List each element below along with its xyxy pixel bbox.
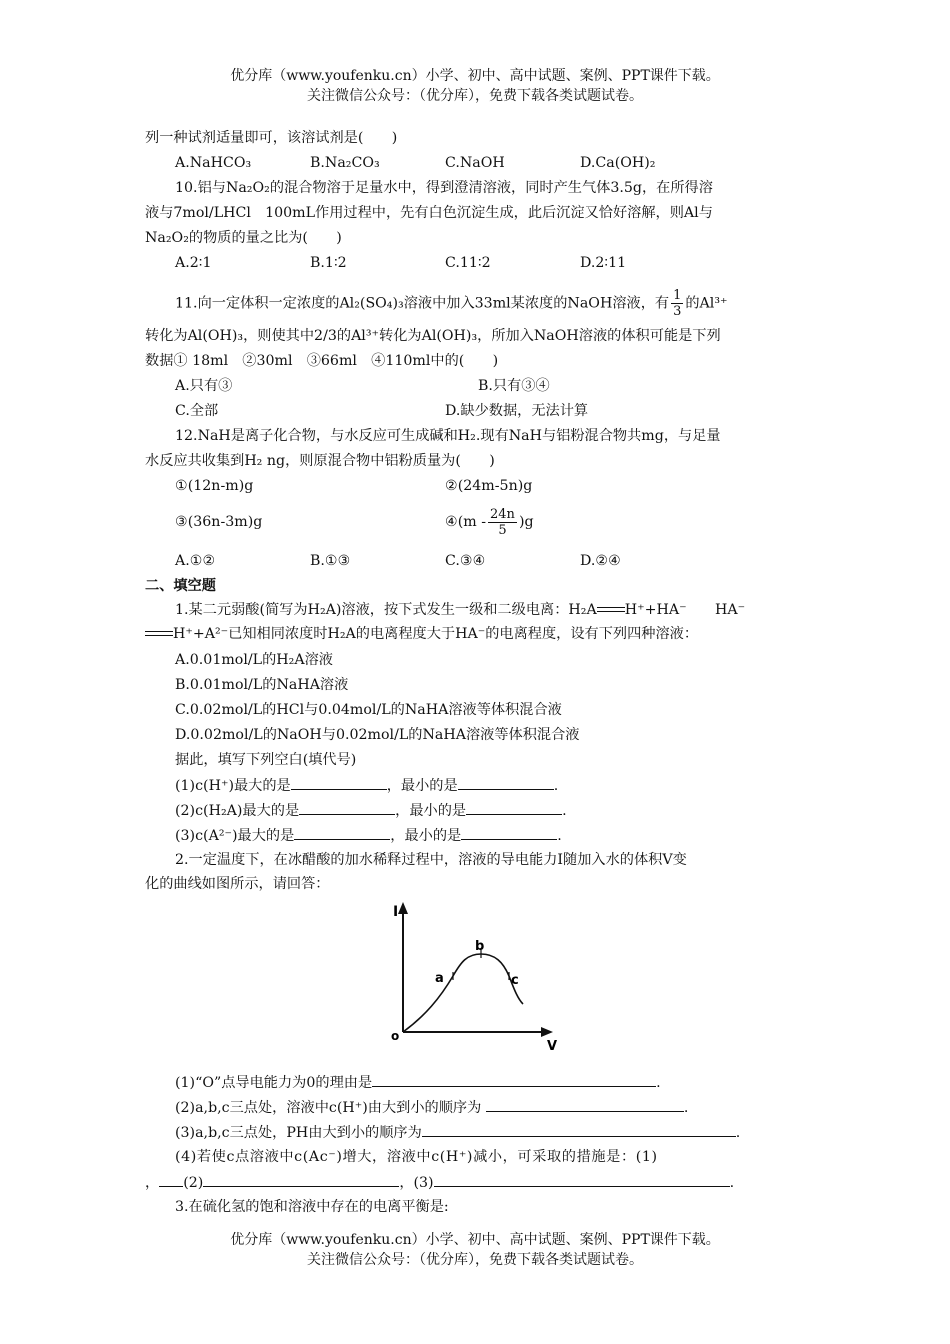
period: . bbox=[557, 828, 562, 844]
answer-blank[interactable] bbox=[458, 775, 554, 790]
fq3-line-1: 3.在硫化氢的饱和溶液中存在的电离平衡是: bbox=[175, 1199, 449, 1215]
measure-3-label: ，(3) bbox=[399, 1175, 434, 1191]
q12-choice-4b: )g bbox=[518, 514, 534, 530]
x-axis-arrow-icon bbox=[541, 1027, 553, 1037]
q11-frac-num: 1 bbox=[673, 288, 682, 303]
fq2-sub-1 bbox=[175, 1072, 661, 1093]
q11-frac-den: 3 bbox=[673, 304, 682, 319]
q10-option-b: B.1∶2 bbox=[310, 255, 347, 271]
fq1-sub-3 bbox=[175, 825, 562, 846]
fq2-sub-1-label: (1)“O”点导电能力为0的理由是 bbox=[175, 1075, 373, 1091]
q10-option-a: A.2∶1 bbox=[175, 255, 212, 271]
period: . bbox=[553, 778, 559, 794]
answer-blank[interactable] bbox=[159, 1172, 183, 1187]
origin-label: o bbox=[391, 1029, 400, 1043]
fq2-sub-4-blanks bbox=[145, 1172, 734, 1193]
q12-fraction bbox=[488, 507, 517, 538]
equilibrium-arrow-icon bbox=[597, 605, 625, 615]
q9-option-d: D.Ca(OH)₂ bbox=[580, 155, 656, 171]
answer-blank[interactable] bbox=[372, 1072, 656, 1087]
fq2-sub-3 bbox=[175, 1122, 740, 1143]
answer-blank[interactable] bbox=[294, 825, 390, 840]
q12-choice-4 bbox=[445, 502, 534, 542]
q10-option-c: C.11∶2 bbox=[445, 255, 491, 271]
q12-line-2: 水反应共收集到H₂ ng，则原混合物中铝粉质量为( ) bbox=[145, 453, 495, 469]
q10-option-d: D.2∶11 bbox=[580, 255, 627, 271]
q12-option-a: A.①② bbox=[175, 553, 216, 569]
q12-frac-den: 5 bbox=[498, 522, 507, 538]
q11-option-c: C.全部 bbox=[175, 403, 219, 419]
q11-line-1a: 11.向一定体积一定浓度的Al₂(SO₄)₃溶液中加入33ml某浓度的NaOH溶液，有 bbox=[175, 295, 670, 312]
period: . bbox=[562, 803, 567, 819]
point-a-label: a bbox=[435, 971, 444, 986]
period: . bbox=[656, 1075, 661, 1091]
q11-line-3: 数据① 18ml ②30ml ③66ml ④110ml中的( ) bbox=[145, 353, 499, 369]
fq1-sub-3-label: (3)c(A²⁻)最大的是 bbox=[175, 828, 295, 844]
fq1-line-2 bbox=[145, 624, 698, 644]
q12-option-b: B.①③ bbox=[310, 553, 351, 569]
fq1-sub-3-label-2: ，最小的是 bbox=[390, 828, 462, 844]
answer-blank[interactable] bbox=[466, 800, 562, 815]
period: . bbox=[729, 1175, 735, 1191]
period: . bbox=[683, 1100, 689, 1116]
fq1-sub-2-label-2: ，最小的是 bbox=[395, 803, 467, 819]
fq1-line-1b: H⁺+HA⁻ HA⁻ bbox=[624, 602, 746, 618]
fq1-sub-1-label-2: ，最小的是 bbox=[386, 778, 458, 794]
q10-line-1: 10.铝与Na₂O₂的混合物溶于足量水中，得到澄清溶液，同时产生气体3.5g，在所得溶 bbox=[175, 180, 713, 196]
answer-blank[interactable] bbox=[486, 1097, 684, 1112]
point-b-label: b bbox=[475, 939, 485, 954]
q12-frac-num: 24n bbox=[490, 506, 515, 522]
x-axis-label: V bbox=[547, 1039, 558, 1054]
fq1-sub-1 bbox=[175, 775, 558, 796]
period: . bbox=[735, 1125, 741, 1141]
fq2-line-2: 化的曲线如图所示，请回答： bbox=[145, 876, 330, 892]
q11-line-2: 转化为Al(OH)₃，则使其中2/3的Al³⁺转化为Al(OH)₃，所加入NaOH溶液的体积可能是下列 bbox=[145, 328, 721, 344]
fq2-sub-4: (4)若使c点溶液中c(Ac⁻)增大，溶液中c(H⁺)减小，可采取的措施是：(1) bbox=[175, 1149, 658, 1165]
fq1-line-1 bbox=[175, 600, 745, 620]
fq1-solution-b: B.0.01mol/L的NaHA溶液 bbox=[175, 677, 349, 693]
equilibrium-arrow-icon bbox=[145, 629, 173, 639]
answer-blank[interactable] bbox=[299, 800, 395, 815]
comma: ， bbox=[145, 1175, 160, 1191]
answer-blank[interactable] bbox=[203, 1172, 399, 1187]
q9-tail: 列一种试剂适量即可，该溶试剂是( ) bbox=[145, 130, 398, 146]
q12-option-c: C.③④ bbox=[445, 553, 486, 569]
q11-line-1 bbox=[175, 288, 728, 319]
fq2-sub-2-label: (2)a,b,c三点处，溶液中c(H⁺)由大到小的顺序为 bbox=[175, 1100, 482, 1116]
q11-option-d: D.缺少数据，无法计算 bbox=[445, 403, 589, 419]
q9-option-c: C.NaOH bbox=[445, 155, 505, 171]
q11-fraction bbox=[671, 288, 683, 319]
answer-blank[interactable] bbox=[422, 1122, 736, 1137]
header-line-2: 关注微信公众号：（优分库），免费下载各类试题试卷。 bbox=[307, 88, 643, 104]
point-c-label: c bbox=[511, 973, 519, 988]
fq1-line-2b: H⁺+A²⁻已知相同浓度时H₂A的电离程度大于HA⁻的电离程度，设有下列四种溶液： bbox=[173, 626, 699, 642]
header-line-1: 优分库（www.youfenku.cn）小学、初中、高中试题、案例、PPT课件下载。 bbox=[230, 68, 720, 84]
q11-line-1b: 的Al³⁺ bbox=[685, 295, 728, 312]
fq1-solution-c: C.0.02mol/L的HCl与0.04mol/L的NaHA溶液等体积混合液 bbox=[175, 702, 562, 718]
q12-choice-3: ③(36n-3m)g bbox=[175, 514, 263, 530]
conductivity-graph bbox=[385, 898, 565, 1058]
measure-2-label: (2) bbox=[183, 1175, 204, 1191]
answer-blank[interactable] bbox=[291, 775, 387, 790]
fq1-solution-a: A.0.01mol/L的H₂A溶液 bbox=[175, 652, 333, 668]
y-axis-label: I bbox=[393, 904, 399, 920]
fq1-sub-2 bbox=[175, 800, 567, 821]
fq2-sub-3-label: (3)a,b,c三点处，PH由大到小的顺序为 bbox=[175, 1125, 422, 1141]
fq1-prompt: 据此，填写下列空白(填代号) bbox=[175, 752, 357, 768]
fq2-line-1: 2.一定温度下，在冰醋酸的加水稀释过程中，溶液的导电能力I随加入水的体积V变 bbox=[175, 852, 687, 868]
section-title: 二、填空题 bbox=[145, 578, 216, 594]
y-axis-arrow-icon bbox=[398, 902, 408, 914]
curve bbox=[403, 954, 523, 1032]
q12-choice-4a: ④(m - bbox=[445, 514, 487, 530]
q12-line-1: 12.NaH是离子化合物，与水反应可生成碱和H₂.现有NaH与铝粉混合物共mg，与足量 bbox=[175, 428, 721, 444]
q10-line-3: Na₂O₂的物质的量之比为( ) bbox=[145, 230, 342, 246]
q10-line-2: 液与7mol/LHCl 100mL作用过程中，先有白色沉淀生成，此后沉淀又恰好溶解，则Al与 bbox=[145, 205, 713, 221]
fq2-sub-2 bbox=[175, 1097, 688, 1118]
q12-choice-1: ①(12n-m)g bbox=[175, 478, 254, 494]
fq1-sub-2-label: (2)c(H₂A)最大的是 bbox=[175, 803, 300, 819]
q11-option-b: B.只有③④ bbox=[478, 378, 550, 394]
footer-line-1: 优分库（www.youfenku.cn）小学、初中、高中试题、案例、PPT课件下载。 bbox=[230, 1232, 720, 1248]
q11-option-a: A.只有③ bbox=[175, 378, 233, 394]
fq1-sub-1-label: (1)c(H⁺)最大的是 bbox=[175, 778, 291, 794]
footer-line-2: 关注微信公众号：（优分库），免费下载各类试题试卷。 bbox=[307, 1252, 643, 1268]
answer-blank[interactable] bbox=[461, 825, 557, 840]
q12-option-d: D.②④ bbox=[580, 553, 621, 569]
answer-blank[interactable] bbox=[434, 1172, 730, 1187]
fq1-solution-d: D.0.02mol/L的NaOH与0.02mol/L的NaHA溶液等体积混合液 bbox=[175, 727, 580, 743]
q12-choice-2: ②(24m-5n)g bbox=[445, 478, 533, 494]
q9-option-b: B.Na₂CO₃ bbox=[310, 155, 380, 171]
fq1-line-1a: 1.某二元弱酸(简写为H₂A)溶液，按下式发生一级和二级电离：H₂A bbox=[175, 602, 597, 618]
q9-option-a: A.NaHCO₃ bbox=[175, 155, 252, 171]
